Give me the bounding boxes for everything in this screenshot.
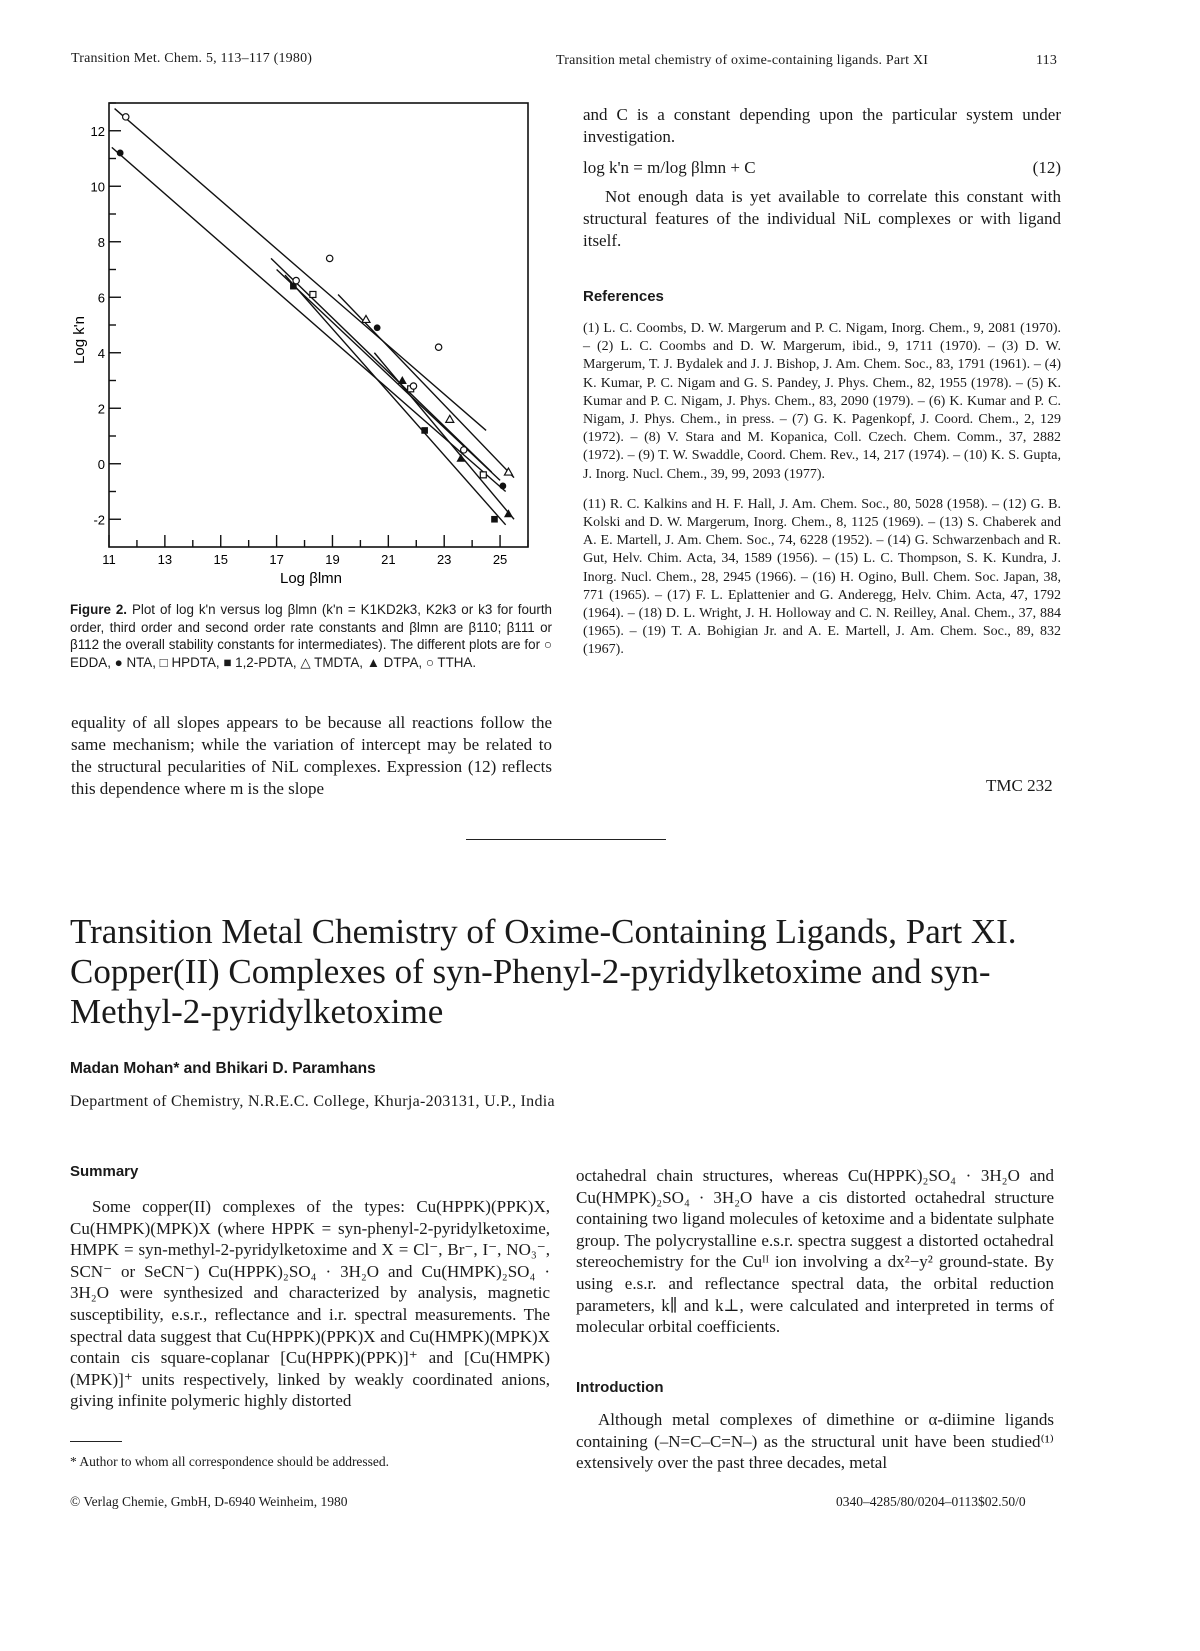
right-paragraph: Not enough data is yet available to correlate this constant with structural features of the individual NiL complexes or with ligand itself. [583,187,1061,250]
chart-plot [70,90,540,600]
article-divider [466,839,666,840]
y-tick-label: 0 [97,456,105,472]
figure-caption-text: Plot of log k'n versus log βlmn (k'n = K1KD2k3, K2k3 or k3 for fourth order, third order and second order rate constants and βlmn are β110; β111 or β112 the overall stability constants for intermediates). The different plots are for ○ EDDA, ● NTA, □ HPDTA, ■ 1,2-PDTA, △ TMDTA, ▲ DTPA, ○ TTHA. [70,602,552,670]
data-point-1-2-pdta [421,427,428,434]
y-tick-label: 10 [90,179,105,195]
chart-frame [109,103,528,547]
data-point-dtpa [398,376,407,384]
data-point-nta [117,150,124,157]
article-title: Transition Metal Chemistry of Oxime-Containing Ligands, Part XI. Copper(II) Complexes of syn-Phenyl-2-pyridylketoxime and syn-Methyl-2-pyridylketoxime [70,912,1017,1031]
figure-caption-label: Figure 2. [70,602,128,617]
footnote: * Author to whom all correspondence should be addressed. [70,1454,390,1469]
right-intro-text: and C is a constant depending upon the particular system under investigation. [583,105,1061,146]
data-point-edda [326,255,332,261]
article-affiliation: Department of Chemistry, N.R.E.C. College, Khurja-203131, U.P., India [70,1093,555,1110]
data-point-edda [435,344,441,350]
data-point-dtpa [504,509,513,517]
data-point-ttha [293,277,299,283]
running-header-journal: Transition Met. Chem. 5, 113–117 (1980) [71,51,313,66]
y-tick-label: 8 [97,234,105,250]
y-tick-label: 4 [97,345,105,361]
references-group-1: (1) L. C. Coombs, D. W. Margerum and P. C. Nigam, Inorg. Chem., 9, 2081 (1970). – (2) L. C. Coombs and D. W. Margerum, ibid., 9, 1711 (1970). – (3) D. W. Margerum, T. J. Bydalek and J. J. Bishop, J. Am. Chem. Soc., 83, 1791 (1961). – (4) K. Kumar, P. C. Nigam and G. S. Pandey, J. Phys. Chem., 82, 1955 (1978). – (5) K. Kumar and P. C. Nigam, J. Phys. Chem., 83, 2090 (1979). – (6) K. Kumar and P. C. Nigam, J. Phys. Chem., in press. – (7) G. K. Pagenkopf, J. Coord. Chem., 2, 129 (1972). – (8) V. Stara and M. Kopanica, Coll. Czech. Chem. Comm., 37, 2882 (1972). – (9) T. W. Swaddle, Coord. Chem. Rev., 14, 217 (1974). – (10) K. S. Gupta, J. Inorg. Nucl. Chem., 39, 99, 2093 (1977). [583,321,1061,482]
x-tick-label: 11 [102,552,116,567]
introduction-heading: Introduction [576,1379,664,1396]
article-authors: Madan Mohan* and Bhikari D. Paramhans [70,1060,376,1077]
figure-2 [70,90,540,600]
chart-y-label: Log k'n [71,316,88,364]
references-heading: References [583,288,664,305]
x-tick-label: 17 [269,552,284,567]
x-tick-label: 19 [325,552,340,567]
figure-caption [70,601,552,671]
footnote-rule [70,1441,122,1442]
y-tick-label: -2 [93,512,105,528]
series-line-ttha [271,258,492,472]
equation-12 [583,158,1061,178]
series-line-edda [115,109,487,431]
data-point-ttha [461,447,467,453]
chart-x-label: Log βlmn [280,570,342,587]
y-tick-label: 12 [90,123,105,139]
series-line-1-2-pdta [285,275,506,525]
running-header-title: Transition metal chemistry of oxime-containing ligands. Part XI [556,53,929,68]
summary-text: Some copper(II) complexes of the types: Cu(HPPK)(PPK)X, Cu(HMPK)(MPK)X (where HPPK = syn-phenyl-2-pyridylketoxime, HMPK = syn-methyl-2-pyridylketoxime and X = Cl⁻, Br⁻, I⁻, NO₃⁻, SCN⁻ or SeCN⁻) Cu(HPPK)₂SO₄ · 3H₂O and Cu(HMPK)₂SO₄ · 3H₂O were synthesized and characterized by analysis, magnetic susceptibility, e.s.r., reflectance and i.r. spectral measurements. The spectral data suggest that Cu(HPPK)(PPK)X and Cu(HMPK)(MPK)X contain cis square-coplanar [Cu(HPPK)(PPK)]⁺ and [Cu(HMPK)(MPK)]⁺ units respectively, linked by weakly coordinated anions, giving infinite polymeric highly distorted [70,1197,550,1411]
data-point-nta [499,483,506,490]
footer-code: 0340–4285/80/0204–0113$02.50/0 [836,1494,1026,1509]
y-tick-label: 2 [97,401,105,417]
data-point-1-2-pdta [491,516,498,523]
left-column-paragraph: equality of all slopes appears to be because all reactions follow the same mechanism; while the variation of intercept may be related to the structural pecularities of NiL complexes. Expression (12) reflects this dependence where m is the slope [71,713,552,798]
data-point-ttha [410,383,416,389]
data-point-tmdta [362,315,370,322]
data-point-hpdta [310,291,316,297]
summary-heading: Summary [70,1163,139,1180]
introduction-text: Although metal complexes of dimethine or α-diimine ligands containing (–N=C–C=N–) as the structural unit have been studied⁽¹⁾ extensively over the past three decades, metal [576,1410,1054,1473]
x-tick-label: 23 [436,552,452,567]
page-number: 113 [1036,53,1058,68]
equation-number: (12) [1032,158,1061,177]
x-tick-label: 13 [157,552,173,567]
series-line-dtpa [374,353,514,520]
data-point-tmdta [446,415,454,422]
equation-text: log k'n = m/log βlmn + C [583,158,756,177]
x-tick-label: 21 [381,552,396,567]
x-tick-label: 15 [213,552,228,567]
data-point-edda [123,114,129,120]
tmc-code: TMC 232 [986,776,1053,795]
footer-copyright: © Verlag Chemie, GmbH, D-6940 Weinheim, 1980 [70,1494,348,1509]
data-point-nta [374,324,381,331]
right-column [583,104,1061,672]
references-list [583,320,1061,660]
summary-continued: octahedral chain structures, whereas Cu(HPPK)₂SO₄ · 3H₂O and Cu(HMPK)₂SO₄ · 3H₂O have a cis distorted octahedral structure containing two ligand molecules of ketoxime and a bidentate sulphate group. The polycrystalline e.s.r. spectra suggest a distorted octahedral stereochemistry for the Cuᴵᴵ ion involving a dx²−y² ground-state. By using e.s.r. and reflectance spectral data, the orbital reduction parameters, k∥ and k⊥, were calculated and interpreted in terms of molecular orbital coefficients. [576,1166,1054,1337]
x-tick-label: 25 [492,552,508,567]
summary-section [70,1163,550,1412]
references-group-2: (11) R. C. Kalkins and H. F. Hall, J. Am. Chem. Soc., 80, 5028 (1958). – (12) G. B. Kolski and D. W. Margerum, Inorg. Chem., 8, 1125 (1969). – (13) S. Chaberek and A. E. Martell, J. Am. Chem. Soc., 74, 6228 (1952). – (14) G. Schwarzenbach and R. Gut, Helv. Chim. Acta, 34, 1589 (1956). – (15) L. C. Thompson, S. K. Kundra, J. Inorg. Nucl. Chem., 28, 2945 (1966). – (16) H. Ogino, Bull. Chem. Soc. Japan, 38, 771 (1965). – (17) F. L. Eplattenier and G. Anderegg, Helv. Chim. Acta, 47, 1792 (1964). – (18) D. L. Wright, J. H. Holloway and C. N. Reilley, Anal. Chem., 37, 884 (1965). – (19) T. A. Bohigian Jr. and A. E. Martell, J. Am. Chem. Soc., 89, 832 (1967). [583,496,1061,658]
data-point-hpdta [480,472,486,478]
y-tick-label: 6 [97,290,105,306]
